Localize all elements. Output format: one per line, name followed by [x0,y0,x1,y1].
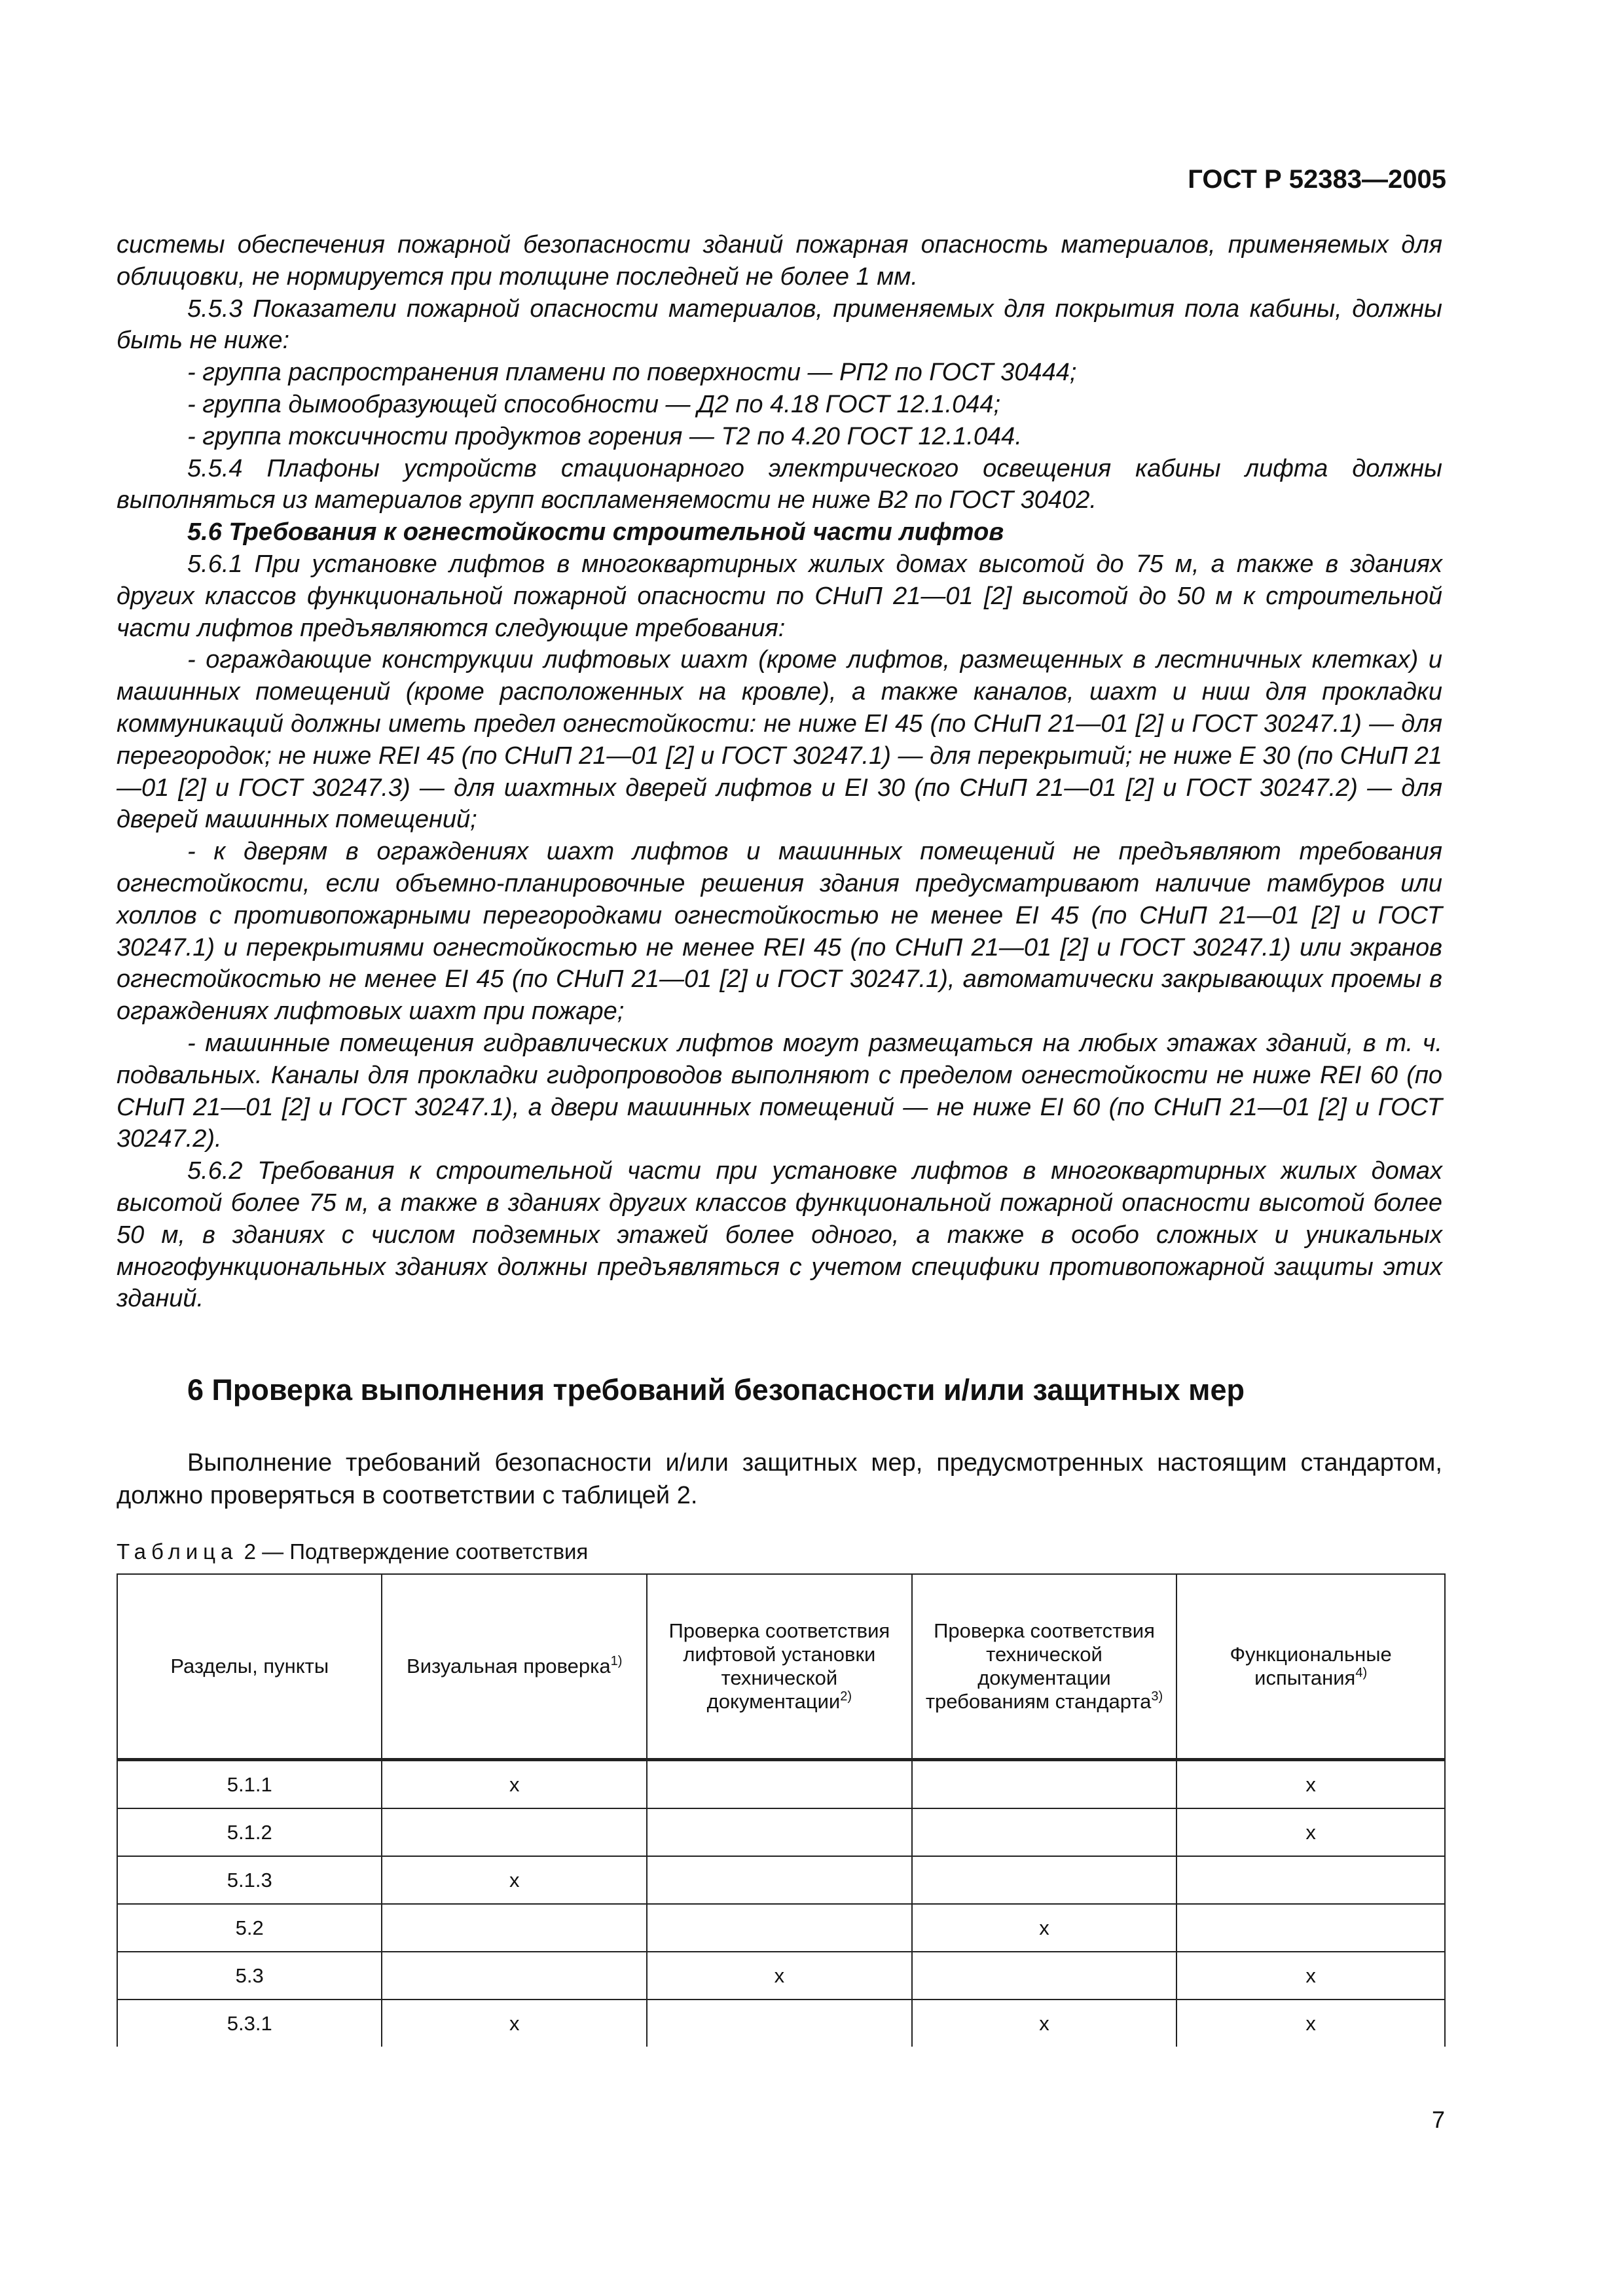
list-item: - группа дымообразующей способности — Д2 по 4.18 ГОСТ 12.1.044; [187,390,1001,418]
table-caption-word: Таблица [117,1539,238,1564]
table-row [117,1856,1445,1904]
table-cell: 5.2 [117,1904,382,1952]
table-cell: 5.1.1 [117,1760,382,1809]
table-row [117,2000,1445,2047]
table-caption [117,1539,588,1564]
list-item: - к дверям в ограждениях шахт лифтов и машинных помещений не предъявляют требования огнестойкости, если объемно-планировочные решения здания предусматривают наличие тамбуров или холлов с противопожарными перегородками огнестойкостью не менее EI 45 (по СНиП 21—01 [2] и ГОСТ 30247.1) и перекрытиями огнестойкостью не менее REI 45 (по СНиП 21—01 [2] и ГОСТ 30247.1) или экранов огнестойкостью не менее EI 45 (по СНиП 21—01 [2] и ГОСТ 30247.1), автоматически закрывающих проемы в ограждениях лифтовых шахт при пожаре; [117,838,1442,1026]
header-cell-visual: Визуальная проверка$^{1)}$ [382,1574,647,1760]
header-cell-installation-docs: Проверка соответствия лифтовой установки технической документации$^{2)}$ [647,1574,912,1760]
subsection-heading: 5.6 Требования к огнестойкости строительной части лифтов [187,518,1004,547]
table-cell: x [382,1760,647,1809]
table-cell: 5.3 [117,1952,382,2000]
table-row [117,1760,1445,1809]
table-cell: 5.1.3 [117,1856,382,1904]
table-cell: x [647,1952,912,2000]
table-header-row [117,1574,1445,1760]
list-item: - группа распространения пламени по поверхности — РП2 по ГОСТ 30444; [187,359,1077,387]
table-caption-text: 2 — Подтверждение соответствия [244,1539,589,1564]
table-cell [647,2000,912,2047]
paragraph: системы обеспечения пожарной безопасности зданий пожарная опасность материалов, применяемых для облицовки, не нормируется при толщине последней не более 1 мм. [117,231,1442,291]
paragraph: 5.5.3 Показатели пожарной опасности материалов, применяемых для покрытия пола кабины, должны быть не ниже: [117,295,1442,355]
table-cell: x [1176,1760,1445,1809]
paragraph: 5.6.1 При установке лифтов в многоквартирных жилых домах высотой до 75 м, а также в зданиях других классов функциональной пожарной опасности по СНиП 21—01 [2] высотой до 50 м к строительной части лифтов предъявляются следующие требования: [117,550,1442,642]
table-cell [382,1808,647,1856]
table-cell: 5.1.2 [117,1808,382,1856]
list-item: - машинные помещения гидравлических лифтов могут размещаться на любых этажах зданий, в т. ч. подвальных. Каналы для прокладки гидропроводов выполняют с пределом огнестойкости не ниже REI 60 (по СНиП 21—01 [2] и ГОСТ 30247.1), а двери машинных помещений — не ниже EI 60 (по СНиП 21—01 [2] и ГОСТ 30247.2). [117,1029,1442,1153]
list-item: - группа токсичности продуктов горения — Т2 по 4.20 ГОСТ 12.1.044. [187,422,1022,450]
table-cell: x [1176,1952,1445,2000]
table-row [117,1952,1445,2000]
table-cell [647,1808,912,1856]
table-cell [647,1856,912,1904]
table-cell [912,1952,1177,2000]
table-cell [912,1760,1177,1809]
paragraph: 5.5.4 Плафоны устройств стационарного электрического освещения кабины лифта должны выполняться из материалов групп воспламеняемости не ниже В2 по ГОСТ 30402. [117,454,1442,514]
standard-code: ГОСТ Р 52383—2005 [1188,165,1446,194]
page-number: 7 [1431,2106,1445,2133]
table-cell: x [1176,1808,1445,1856]
header-cell-functional-tests: Функциональные испытания$^{4)}$ [1176,1574,1445,1760]
header-cell-sections: Разделы, пункты [117,1574,382,1760]
table-cell [912,1808,1177,1856]
table-row [117,1808,1445,1856]
section-body: Выполнение требований безопасности и/или защитных мер, предусмотренных настоящим стандартом, должно проверяться в соответствии с таблицей 2. [117,1449,1442,1509]
table-cell: x [382,2000,647,2047]
section-title: 6 Проверка выполнения требований безопасности и/или защитных мер [187,1373,1245,1407]
table-cell [382,1904,647,1952]
table-cell: x [912,1904,1177,1952]
conformity-table [117,1573,1446,2047]
table-cell [382,1952,647,2000]
list-item: - ограждающие конструкции лифтовых шахт (кроме лифтов, размещенных в лестничных клетках) и машинных помещений (кроме расположенных на кровле), а также каналов, шахт и ниш для прокладки коммуникаций должны иметь предел огнестойкости: не ниже EI 45 (по СНиП 21—01 [2] и ГОСТ 30247.1) — для перегородок; не ниже REI 45 (по СНиП 21—01 [2] и ГОСТ 30247.1) — для перекрытий; не ниже Е 30 (по СНиП 21—01 [2] и ГОСТ 30247.3) — для шахтных дверей лифтов и EI 30 (по СНиП 21—01 [2] и ГОСТ 30247.2) — для дверей машинных помещений; [117,646,1442,834]
table-cell: x [912,2000,1177,2047]
paragraph: 5.6.2 Требования к строительной части при установке лифтов в многоквартирных жилых домах высотой более 75 м, а также в зданиях других классов функциональной пожарной опасности высотой более 50 м, в зданиях с числом подземных этажей более одного, а также в особо сложных и уникальных многофункциональных зданиях должны предъявляться с учетом специфики противопожарной защиты этих зданий. [117,1157,1442,1313]
table-cell [912,1856,1177,1904]
table-cell [647,1760,912,1809]
table-cell [1176,1856,1445,1904]
body-text [117,229,1442,1315]
table-row [117,1904,1445,1952]
table-cell: 5.3.1 [117,2000,382,2047]
table-cell [647,1904,912,1952]
table-cell: x [1176,2000,1445,2047]
header-cell-docs-standard: Проверка соответствия технической документации требованиям стандарта$^{3)}$ [912,1574,1177,1760]
table-cell: x [382,1856,647,1904]
table-cell [1176,1904,1445,1952]
